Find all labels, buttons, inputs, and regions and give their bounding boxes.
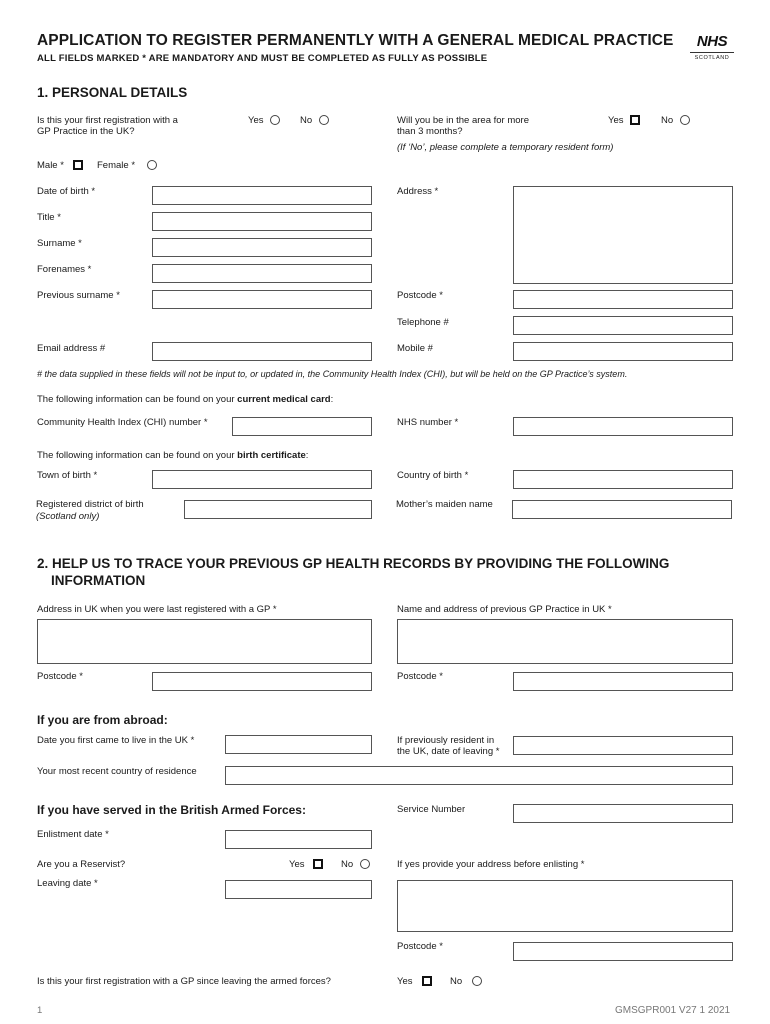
leaving-date-label: Leaving date * (37, 878, 98, 889)
uk-address-input[interactable] (37, 619, 372, 664)
maiden-name-label: Mother’s maiden name (396, 499, 493, 510)
forenames-input[interactable] (152, 264, 372, 283)
service-number-label: Service Number (397, 804, 466, 815)
nhs-logo-text: NHS (696, 33, 728, 50)
previous-practice-label: Name and address of previous GP Practice in UK * (397, 604, 612, 615)
first-registration-yes-label: Yes (248, 115, 264, 126)
chi-label: Community Health Index (CHI) number * (37, 417, 208, 428)
previous-resident-label-line1: If previously resident in (397, 735, 495, 746)
female-radio[interactable] (147, 160, 157, 170)
first-registration-since-forces-label: Is this your first registration with a GP since leaving the armed forces? (37, 976, 331, 987)
reservist-yes-label: Yes (289, 859, 305, 870)
section2-heading-line1: 2. HELP US TO TRACE YOUR PREVIOUS GP HEALTH RECORDS BY PROVIDING THE FOLLOWING (37, 556, 670, 571)
forenames-label: Forenames * (37, 264, 92, 275)
town-of-birth-label: Town of birth * (37, 470, 98, 481)
enlisting-postcode-label: Postcode * (397, 941, 443, 952)
previous-practice-input[interactable] (397, 619, 733, 664)
title-label: Title * (37, 212, 61, 223)
nhs-scotland-logo (690, 34, 734, 62)
forces-registration-no-label: No (450, 976, 463, 987)
area-question-line1: Will you be in the area for more (397, 115, 530, 126)
nhs-logo-subtext: SCOTLAND (690, 52, 734, 62)
nhs-number-input[interactable] (513, 417, 733, 436)
address-before-enlisting-label: If yes provide your address before enlisting * (397, 859, 585, 870)
first-registration-no-label: No (300, 115, 313, 126)
town-of-birth-input[interactable] (152, 470, 372, 489)
maiden-name-input[interactable] (512, 500, 732, 519)
reservist-yes-checkbox[interactable] (313, 859, 323, 869)
first-registration-yes-radio[interactable] (270, 115, 280, 125)
address-label: Address * (397, 186, 439, 197)
address-before-enlisting-input[interactable] (397, 880, 733, 932)
mobile-label: Mobile # (397, 343, 433, 354)
previous-surname-input[interactable] (152, 290, 372, 309)
section2-heading-line2: INFORMATION (51, 573, 146, 588)
enlistment-date-input[interactable] (225, 830, 372, 849)
abroad-heading: If you are from abroad: (37, 713, 168, 727)
previous-surname-label: Previous surname * (37, 290, 120, 301)
first-registration-label-line2: GP Practice in the UK? (37, 126, 135, 137)
recent-country-input[interactable] (225, 766, 733, 785)
hash-note: # the data supplied in these fields will not be input to, or updated in, the Community Health Index (CHI), but will be held on the GP Practice’s system. (37, 369, 628, 379)
forces-registration-yes-checkbox[interactable] (422, 976, 432, 986)
medical-card-intro: The following information can be found on your current medical card: (37, 394, 334, 405)
reservist-no-radio[interactable] (360, 859, 370, 869)
area-no-label: No (661, 115, 674, 126)
country-of-birth-label: Country of birth * (397, 470, 469, 481)
scotland-only-note: (Scotland only) (36, 511, 100, 522)
date-came-input[interactable] (225, 735, 372, 754)
enlisting-postcode-input[interactable] (513, 942, 733, 961)
postcode-input[interactable] (513, 290, 733, 309)
forces-registration-yes-label: Yes (397, 976, 413, 987)
reservist-no-label: No (341, 859, 354, 870)
female-label: Female * (97, 160, 136, 171)
uk-postcode-input[interactable] (152, 672, 372, 691)
registered-district-label: Registered district of birth (36, 499, 144, 510)
telephone-label: Telephone # (397, 317, 449, 328)
reservist-label: Are you a Reservist? (37, 859, 126, 870)
form-title: APPLICATION TO REGISTER PERMANENTLY WITH A GENERAL MEDICAL PRACTICE (37, 32, 674, 49)
area-question-line2: than 3 months? (397, 126, 463, 137)
area-no-radio[interactable] (680, 115, 690, 125)
uk-postcode-label: Postcode * (37, 671, 83, 682)
surname-input[interactable] (152, 238, 372, 257)
title-input[interactable] (152, 212, 372, 231)
dob-label: Date of birth * (37, 186, 96, 197)
date-leaving-input[interactable] (513, 736, 733, 755)
form-code: GMSGPR001 V27 1 2021 (615, 1005, 731, 1016)
previous-resident-label-line2: the UK, date of leaving * (397, 746, 500, 757)
area-note: (If ‘No’, please complete a temporary resident form) (397, 142, 614, 153)
male-label: Male * (37, 160, 64, 171)
email-label: Email address # (37, 343, 106, 354)
uk-address-label: Address in UK when you were last registered with a GP * (37, 604, 277, 615)
armed-forces-heading: If you have served in the British Armed Forces: (37, 803, 306, 817)
first-registration-label-line1: Is this your first registration with a (37, 115, 178, 126)
postcode-label: Postcode * (397, 290, 443, 301)
page-number: 1 (37, 1005, 43, 1016)
country-of-birth-input[interactable] (513, 470, 733, 489)
practice-postcode-label: Postcode * (397, 671, 443, 682)
area-yes-label: Yes (608, 115, 624, 126)
date-came-label: Date you first came to live in the UK * (37, 735, 195, 746)
service-number-input[interactable] (513, 804, 733, 823)
practice-postcode-input[interactable] (513, 672, 733, 691)
area-yes-checkbox[interactable] (630, 115, 640, 125)
birth-certificate-intro: The following information can be found on your birth certificate: (37, 450, 309, 461)
address-input[interactable] (513, 186, 733, 284)
forces-registration-no-radio[interactable] (472, 976, 482, 986)
email-input[interactable] (152, 342, 372, 361)
first-registration-no-radio[interactable] (319, 115, 329, 125)
chi-input[interactable] (232, 417, 372, 436)
enlistment-date-label: Enlistment date * (37, 829, 109, 840)
nhs-number-label: NHS number * (397, 417, 459, 428)
leaving-date-input[interactable] (225, 880, 372, 899)
mandatory-notice: ALL FIELDS MARKED * ARE MANDATORY AND MUST BE COMPLETED AS FULLY AS POSSIBLE (37, 53, 488, 64)
section1-heading: 1. PERSONAL DETAILS (37, 85, 188, 100)
recent-country-label: Your most recent country of residence (37, 766, 197, 777)
dob-input[interactable] (152, 186, 372, 205)
male-checkbox[interactable] (73, 160, 83, 170)
telephone-input[interactable] (513, 316, 733, 335)
mobile-input[interactable] (513, 342, 733, 361)
registered-district-input[interactable] (184, 500, 372, 519)
surname-label: Surname * (37, 238, 82, 249)
